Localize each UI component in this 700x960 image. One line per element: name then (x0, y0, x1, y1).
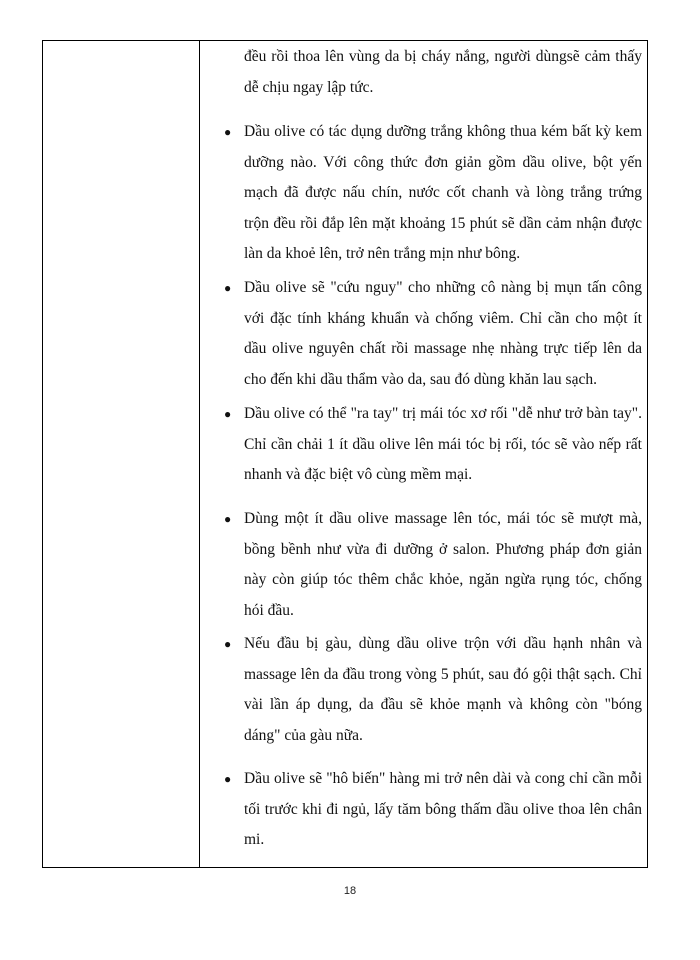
content-table (42, 40, 648, 868)
page-number: 18 (343, 885, 357, 897)
bullet-icon: ● (224, 772, 232, 786)
bullet-item: Dùng một ít dầu olive massage lên tóc, mái tóc sẽ mượt mà, bồng bềnh như vừa đi dưỡng ở salon. Phương pháp đơn giản này còn giúp tóc thêm chắc khỏe, ngăn ngừa rụng tóc, chống hói đầu. (244, 510, 642, 619)
bullet-icon: ● (224, 512, 232, 526)
table-left-cell (43, 41, 199, 867)
bullet-icon: ● (224, 407, 232, 421)
bullet-item: Dầu olive sẽ "cứu nguy" cho những cô nàng bị mụn tấn công với đặc tính kháng khuẩn và chống viêm. Chỉ cần cho một ít dầu olive nguyên chất rồi massage nhẹ nhàng trực tiếp lên da cho đến khi dầu thẩm vào da, sau đó dùng khăn lau sạch. (244, 279, 642, 388)
table-right-cell (200, 41, 647, 867)
continuation-paragraph: đều rồi thoa lên vùng da bị cháy nắng, người dùngsẽ cảm thấy dễ chịu ngay lập tức. (244, 48, 642, 96)
bullet-item: Dầu olive có thể "ra tay" trị mái tóc xơ rối "dễ như trở bàn tay". Chỉ cần chải 1 ít dầu olive lên mái tóc bị rối, tóc sẽ vào nếp rất nhanh và đặc biệt vô cùng mềm mại. (244, 405, 642, 483)
bullet-icon: ● (224, 281, 232, 295)
bullet-icon: ● (224, 637, 232, 651)
bullet-icon: ● (224, 125, 232, 139)
bullet-item: Nếu đầu bị gàu, dùng dầu olive trộn với dầu hạnh nhân và massage lên da đầu trong vòng 5 phút, sau đó gội thật sạch. Chỉ vài lần áp dụng, da đầu sẽ khỏe mạnh và không còn "bóng dáng" của gàu nữa. (244, 635, 642, 744)
bullet-item: Dầu olive sẽ "hô biến" hàng mi trở nên dài và cong chỉ cần mỗi tối trước khi đi ngủ, lấy tăm bông thấm dầu olive thoa lên chân mi. (244, 770, 642, 848)
bullet-item: Dầu olive có tác dụng dưỡng trắng không thua kém bất kỳ kem dưỡng nào. Với công thức đơn giản gồm dầu olive, bột yến mạch đã được nấu chín, nước cốt chanh và lòng trắng trứng trộn đều rồi đắp lên mặt khoảng 15 phút sẽ dần cảm nhận được làn da khoẻ lên, trở nên trắng mịn như bông. (244, 123, 642, 262)
